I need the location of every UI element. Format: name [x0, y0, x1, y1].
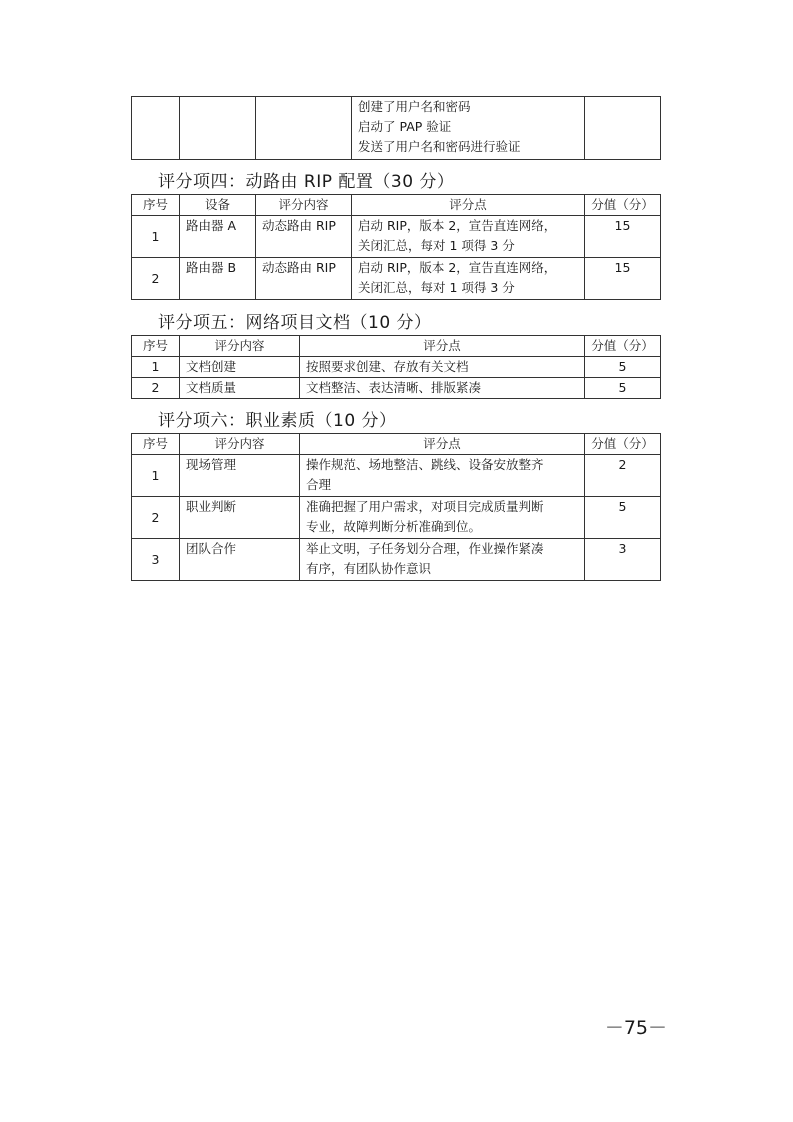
points-cell	[352, 216, 585, 258]
section6-heading: 评分项六：职业素质（10 分）	[158, 411, 397, 431]
cell-line: 有序，有团队协作意识	[306, 561, 432, 576]
cell-line: 启动 RIP，版本 2，宣告直连网络，	[358, 218, 557, 233]
device-cell: 路由器 A	[180, 216, 256, 258]
section4-heading: 评分项四：动路由 RIP 配置（30 分）	[158, 172, 455, 192]
row-number: 2	[132, 258, 180, 300]
header-cell: 评分点	[300, 336, 585, 357]
cell-line: 合理	[306, 477, 332, 492]
header-cell: 序号	[132, 434, 180, 455]
header-cell: 序号	[132, 336, 180, 357]
content-cell: 动态路由 RIP	[256, 258, 352, 300]
header-cell: 序号	[132, 195, 180, 216]
point-cell: 按照要求创建、存放有关文档	[300, 357, 585, 378]
cell-line: 准确把握了用户需求，对项目完成质量判断	[306, 499, 544, 514]
header-cell: 评分内容	[180, 336, 300, 357]
header-cell: 评分内容	[180, 434, 300, 455]
table-row	[132, 216, 661, 258]
content-cell: 文档质量	[180, 378, 300, 399]
table-row	[132, 539, 661, 581]
score-cell: 15	[585, 258, 661, 300]
top-continuation-table	[131, 96, 661, 160]
score-cell: 5	[585, 497, 661, 539]
row-number: 2	[132, 497, 180, 539]
header-cell: 分值（分）	[585, 336, 661, 357]
header-cell: 评分点	[352, 195, 585, 216]
page-number: －75－	[604, 1017, 667, 1039]
points-cell	[300, 497, 585, 539]
section5-heading: 评分项五：网络项目文档（10 分）	[158, 313, 432, 333]
row-number: 1	[132, 216, 180, 258]
content-cell: 现场管理	[180, 455, 300, 497]
table-row	[132, 497, 661, 539]
cell-line: 专业，故障判断分析准确到位。	[306, 519, 482, 534]
device-cell: 路由器 B	[180, 258, 256, 300]
header-cell: 分值（分）	[585, 434, 661, 455]
table-header-row	[132, 336, 661, 357]
content-cell: 文档创建	[180, 357, 300, 378]
row-number: 1	[132, 357, 180, 378]
cell-line: 关闭汇总，每对 1 项得 3 分	[358, 280, 515, 295]
points-cell	[300, 455, 585, 497]
table-header-row	[132, 434, 661, 455]
score-cell: 5	[585, 378, 661, 399]
table-cell	[352, 97, 585, 160]
cell-line: 操作规范、场地整洁、跳线、设备安放整齐	[306, 457, 544, 472]
table-row	[132, 258, 661, 300]
content-cell: 职业判断	[180, 497, 300, 539]
header-cell: 设备	[180, 195, 256, 216]
score-cell: 2	[585, 455, 661, 497]
section4-table	[131, 194, 661, 300]
points-cell	[300, 539, 585, 581]
points-cell	[352, 258, 585, 300]
cell-line: 启动了 PAP 验证	[358, 119, 452, 134]
table-cell	[256, 97, 352, 160]
content-cell: 动态路由 RIP	[256, 216, 352, 258]
cell-line: 发送了用户名和密码进行验证	[358, 139, 521, 154]
row-number: 1	[132, 455, 180, 497]
table-cell	[132, 97, 180, 160]
row-number: 2	[132, 378, 180, 399]
section6-table	[131, 433, 661, 581]
header-cell: 分值（分）	[585, 195, 661, 216]
table-row	[132, 378, 661, 399]
section5-table	[131, 335, 661, 399]
row-number: 3	[132, 539, 180, 581]
cell-line: 创建了用户名和密码	[358, 99, 471, 114]
table-cell	[180, 97, 256, 160]
cell-line: 关闭汇总，每对 1 项得 3 分	[358, 238, 515, 253]
score-cell: 3	[585, 539, 661, 581]
score-cell: 15	[585, 216, 661, 258]
content-cell: 团队合作	[180, 539, 300, 581]
table-row	[132, 357, 661, 378]
point-cell: 文档整洁、表达清晰、排版紧凑	[300, 378, 585, 399]
header-cell: 评分点	[300, 434, 585, 455]
table-row	[132, 455, 661, 497]
cell-line: 举止文明，子任务划分合理，作业操作紧凑	[306, 541, 544, 556]
cell-line: 启动 RIP，版本 2，宣告直连网络，	[358, 260, 557, 275]
table-header-row	[132, 195, 661, 216]
table-cell	[585, 97, 661, 160]
score-cell: 5	[585, 357, 661, 378]
header-cell: 评分内容	[256, 195, 352, 216]
